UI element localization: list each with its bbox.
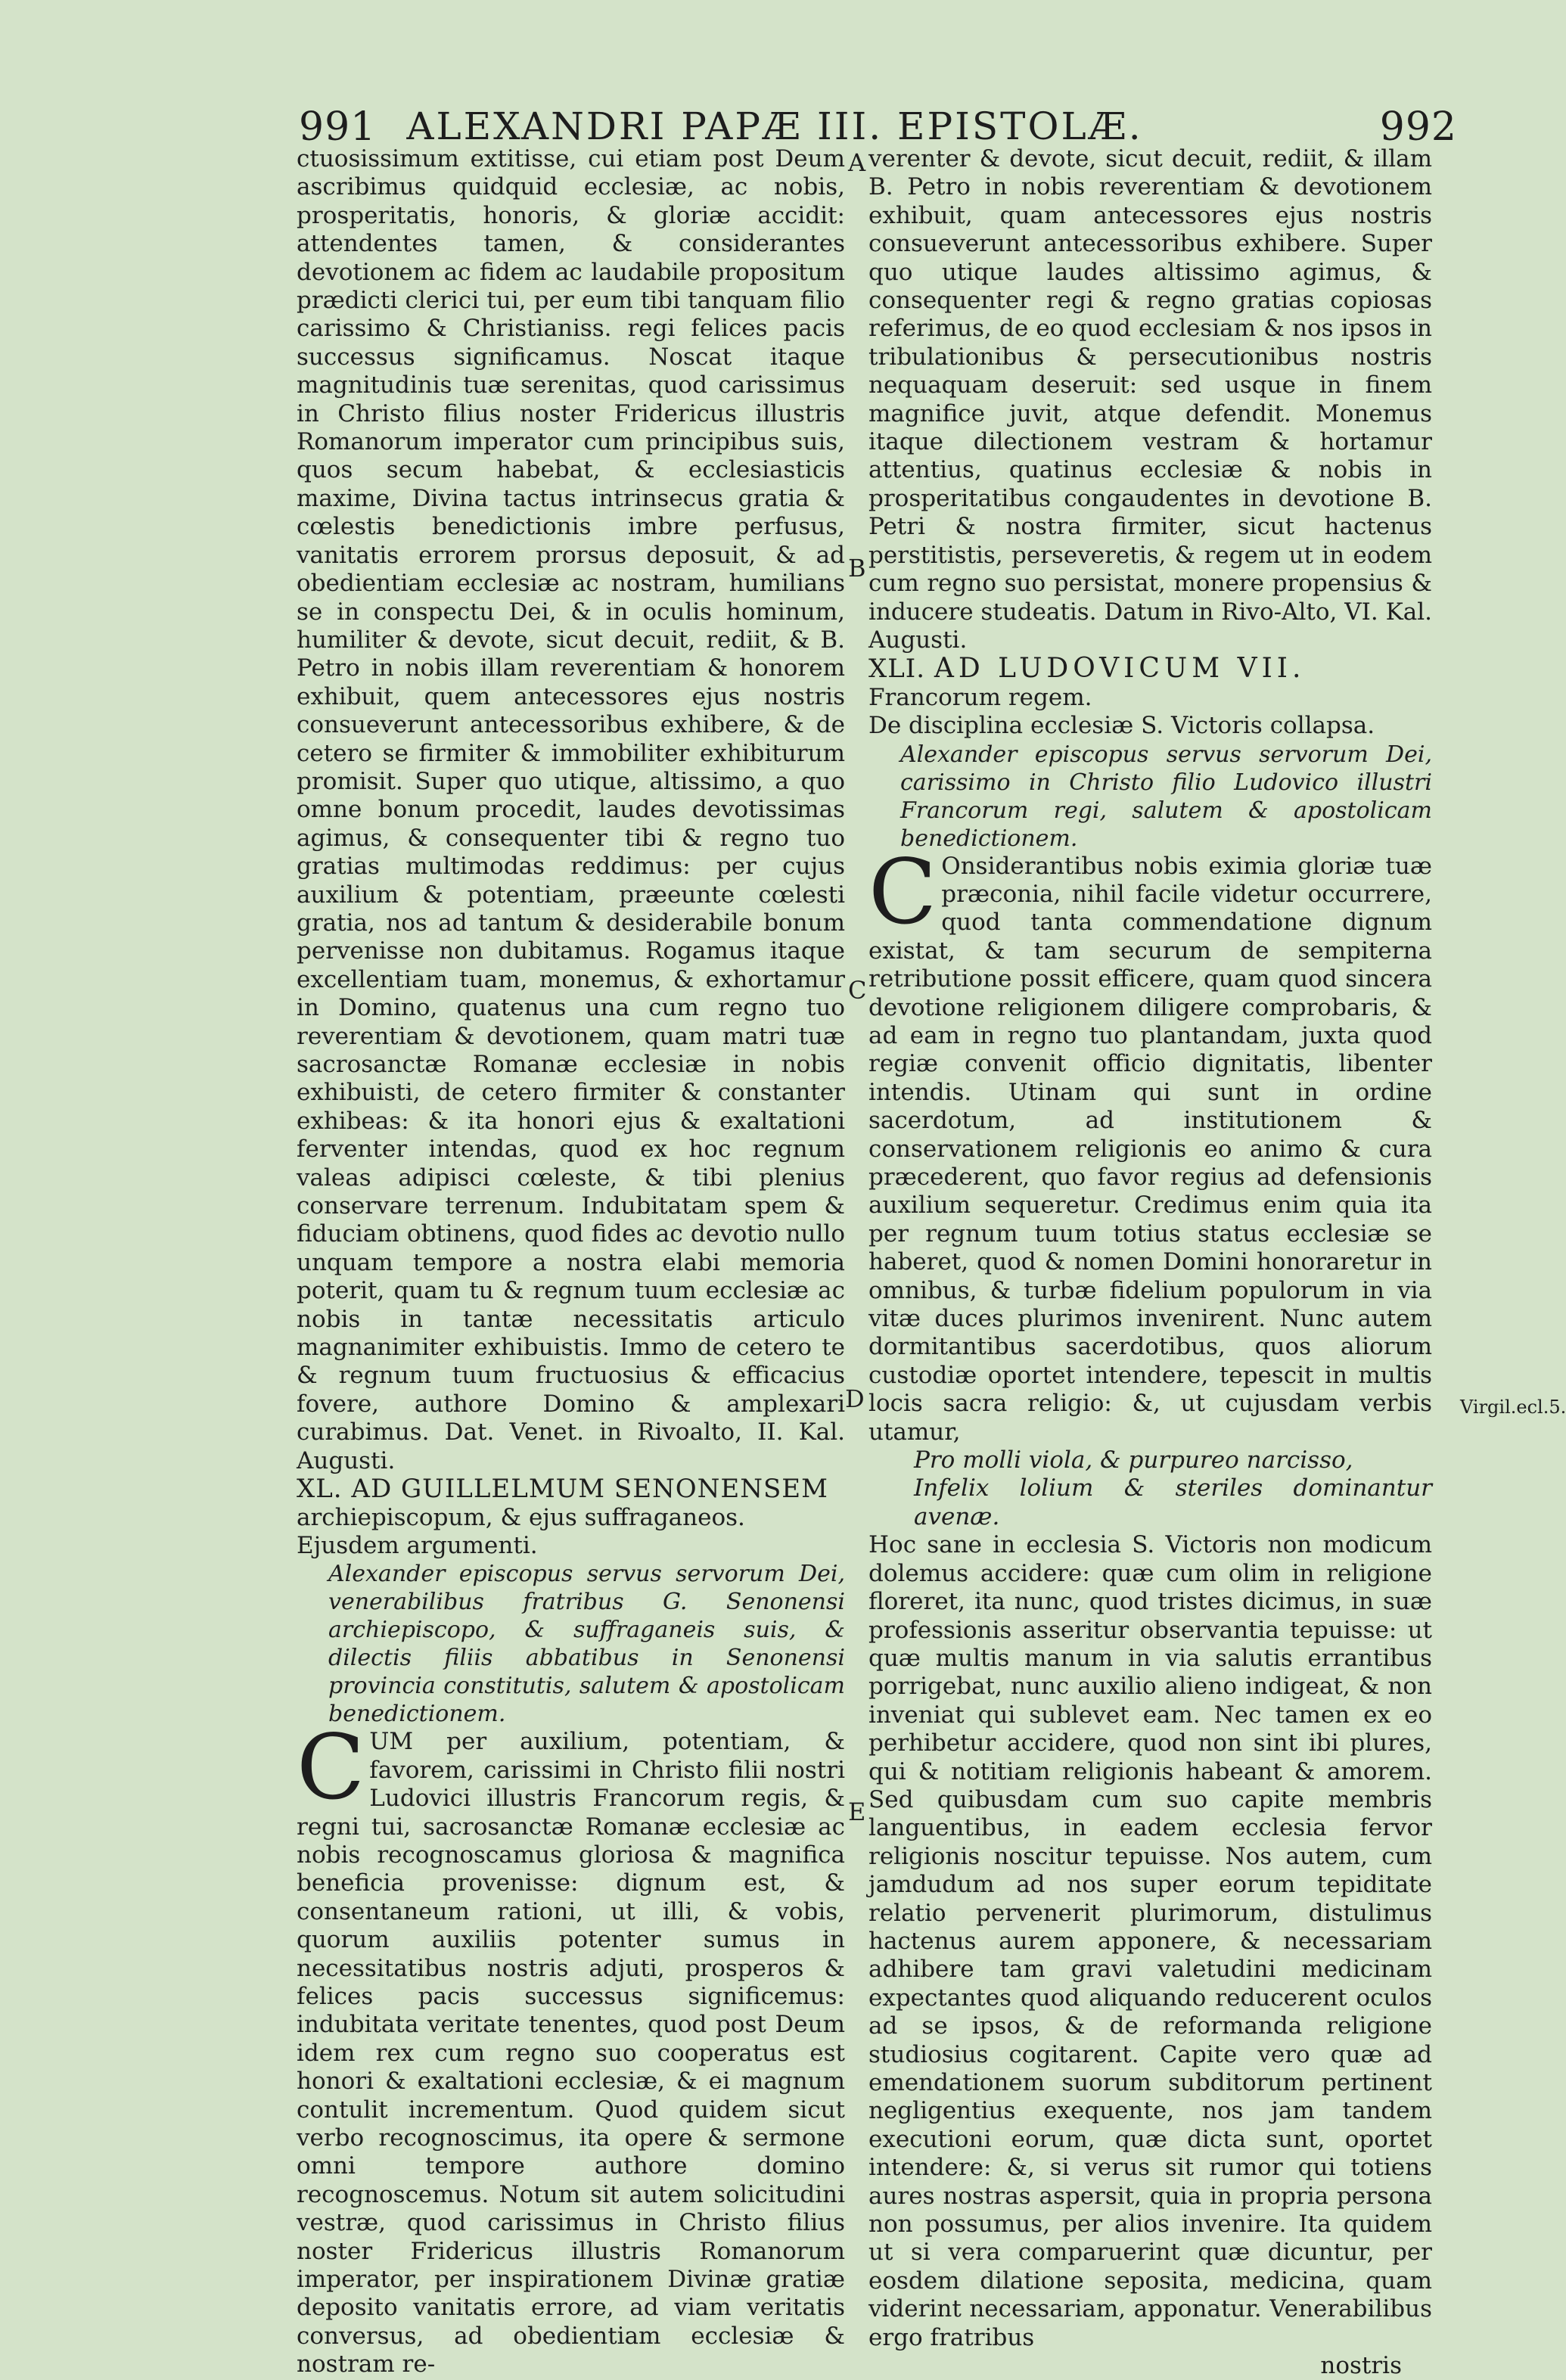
left-column bbox=[297, 145, 845, 2379]
margin-letter-c: C bbox=[848, 976, 867, 1005]
heading-letter-xli-title: AD LUDOVICUM VII. bbox=[934, 653, 1306, 685]
heading-letter-xli-sub: Francorum regem. bbox=[868, 683, 1092, 711]
letter-xli-text-continued: Hoc sane in ecclesia S. Victoris non modicum dolemus accidere: quæ cum olim in religione floreret, ita nunc, quod tristes dicimus, in suæ professionis asseritur observantia tepuisse: ut quæ multis manum in via salutis errantibus porrigebat, nunc auxilio alieno indigeat, & non inveniat qui sublevet eam. Nec tamen ex eo perhibetur accidere, quod non sint ibi plures, qui & notitiam religionis habeant & amorem. Sed quibusdam cum suo capite membris languentibus, in eadem ecclesia fervor religionis noscitur tepuisse. Nos autem, cum jamdudum ad nos super eorum tepiditate relatio pervenerit plurimorum, distulimus hactenus aurem apponere, & necessariam adhibere tam gravi valetudini medicinam expectantes quod aliquando reducerent oculos ad se ipsos, & de reformanda religione studiosius cogitarent. Capite vero quæ ad emendationem suorum subditorum pertinent negligentius exequente, nos jam tandem executioni eorum, quæ dicta sunt, oportet intendere: &, si verus sit rumor qui totiens aures nostras aspersit, quia in propria persona non possumus, per alios invenire. Ita quidem ut si vera comparuerint quæ dicuntur, per eosdem dilatione seposita, medicina, quam viderint necessariam, apponatur. Venerabilibus ergo fratribus bbox=[868, 1531, 1432, 2351]
argument-letter-xli: De disciplina ecclesiæ S. Victoris collapsa. bbox=[868, 712, 1375, 740]
letter-xl-continued-text: verenter & devote, sicut decuit, rediit, & illam B. Petro in nobis reverentiam & devotionem exhibuit, quam antecessores ejus nostris consueverunt antecessoribus exhibere. Super quo utique laudes altissimo agimus, & consequenter regi & regno gratias copiosas referimus, de eo quod ecclesiam & nos ipsos in tribulationibus & persecutionibus nostris nequaquam deseruit: sed usque in finem magnifice juvit, atque defendit. Monemus itaque dilectionem vestram & hortamur attentius, quatinus ecclesiæ & nobis in prosperitatibus congaudentes in devotione B. Petri & nostra firmiter, sicut hactenus perstitistis, perseveretis, & regem ut in eodem cum regno suo persistat, monere propensius & inducere studeatis. Datum in Rivo-Alto, VI. Kal. Augusti. bbox=[868, 145, 1432, 654]
verse-line-2: Infelix lolium & steriles dominantur avenæ. bbox=[914, 1474, 1432, 1530]
right-column bbox=[868, 145, 1432, 2380]
running-title: ALEXANDRI PAPÆ III. EPISTOLÆ. bbox=[406, 104, 1143, 148]
side-note-virgil: Virgil.ecl.5. bbox=[1460, 1397, 1566, 1418]
verse-line-1: Pro molli viola, & purpureo narcisso, bbox=[914, 1446, 1353, 1474]
heading-letter-xl: XL. AD GUILLELMUM SENONENSEM bbox=[297, 1474, 828, 1505]
salutation-letter-xli: Alexander episcopus servus servorum Dei, carissimo in Christo filio Ludovico illustri Francorum regi, salutem & apostolicam benedictionem. bbox=[900, 741, 1432, 852]
margin-letter-d: D bbox=[845, 1384, 865, 1413]
letter-xli-text: COnsiderantibus nobis eximia gloriæ tuæ præconia, nihil facile videtur occurrere, quod tanta commendatione dignum existat, & tam securum de sempiterna retributione possit efficere, quam quod sincera devotione religionem diligere comprobaris, & ad eam in regno tuo plantandam, juxta quod regiæ convenit officio dignitatis, libenter intendis. Utinam qui sunt in ordine sacerdotum, ad institutionem & conservationem religionis eo animo & cura præcederent, quo favor regius ad defensionis auxilium sequeretur. Credimus enim quia ita per regnum tuum totius status ecclesiæ se haberet, quod & nomen Domini honoraretur in omnibus, & turbæ fidelium populorum in via vitæ duces plurimos invenirent. Nunc autem dormitantibus sacerdotibus, quos aliorum custodiæ oportet intendere, tepescit in multis locis sacra religio: &, ut cujusdam verbis utamur, bbox=[868, 839, 1432, 1446]
heading-letter-xli bbox=[868, 654, 1432, 683]
margin-letter-a: A bbox=[848, 148, 866, 177]
letter-xxxix-text: ctuosissimum extitisse, cui etiam post Deum ascribimus quidquid ecclesiæ, ac nobis, prosperitatis, honoris, & gloriæ accidit: attendentes tamen, & considerantes devotionem ac fidem ac laudabile propositum prædicti clerici tui, per eum tibi tanquam filio carissimo & Christianiss. regi felices pacis successus significamus. Noscat itaque magnitudinis tuæ serenitas, quod carissimus in Christo filius noster Fridericus illustris Romanorum imperator cum principibus suis, quos secum habebat, & ecclesiasticis maxime, Divina tactus intrinsecus gratia & cœlestis benedictionis imbre perfusus, vanitatis errorem prorsus deposuit, & ad obedientiam ecclesiæ ac nostram, humilians se in conspectu Dei, & in oculis hominum, humiliter & devote, sicut decuit, rediit, & B. Petro in nobis illam reverentiam & honorem exhibuit, quem antecessores ejus nostris consueverunt antecessoribus exhibere, & de cetero se firmiter & immobiliter exhibiturum promisit. Super quo utique, altissimo, a quo omne bonum procedit, laudes devotissimas agimus, & consequenter tibi & regno tuo gratias multimodas reddimus: per cujus auxilium & potentiam, præeunte cœlesti gratia, nos ad tantum & desiderabile bonum pervenisse non dubitamus. Rogamus itaque excellentiam tuam, monemus, & exhortamur in Domino, quatenus una cum regno tuo reverentiam & devotionem, quam matri tuæ sacrosanctæ Romanæ ecclesiæ in nobis exhibuisti, de cetero firmiter & constanter exhibeas: & ita honori ejus & exaltationi ferventer intendas, quod ex hoc regnum valeas adipisci cœleste, & tibi plenius conservare terrenum. Indubitatam spem & fiduciam obtinens, quod fides ac devotio nullo unquam tempore a nostra elabi memoria poterit, quam tu & regnum tuum ecclesiæ ac nobis in tantæ necessitatis articulo magnanimiter exhibuistis. Immo de cetero te & regnum tuum fructuosius & efficacius fovere, authore Domino & amplexari curabimus. Dat. Venet. in Rivoalto, II. Kal. Augusti. bbox=[297, 145, 845, 1474]
page-number-left: 991 bbox=[299, 104, 377, 150]
letter-xl-text: CUM per auxilium, potentiam, & favorem, carissimi in Christo filii nostri Ludovici illustris Francorum regis, & regni tui, sacrosanctæ Romanæ ecclesiæ ac nobis recognoscamus gloriosa & magnifica beneficia provenisse: dignum est, & consentaneum rationi, ut illi, & vobis, quorum auxiliis potenter sumus in necessitatibus nostris adjuti, prosperos & felices pacis successus significemus: indubitata veritate tenentes, quod post Deum idem rex cum regno suo cooperatus est honori & exaltationi ecclesiæ, & ei magnum contulit incrementum. Quod quidem sicut verbo recognoscimus, ita opere & sermone omni tempore authore domino recognoscemus. Notum sit autem solicitudini vestræ, quod carissimus in Christo filius noster Fridericus illustris Romanorum imperator, per inspirationem Divinæ gratiæ deposito vanitatis errore, ad viam veritatis conversus, ad obedientiam ecclesiæ & nostram re- bbox=[297, 1715, 845, 2378]
margin-letter-b: B bbox=[848, 554, 866, 583]
argument-letter-xl: Ejusdem argumenti. bbox=[297, 1531, 538, 1559]
page-number-right: 992 bbox=[1379, 104, 1457, 150]
salutation-letter-xl: Alexander episcopus servus servorum Dei, venerabilibus fratribus G. Senonensi archiepiscopo, & suffraganeis suis, & dilectis filiis abbatibus in Senonensi provincia constitutis, salutem & apostolicam benedictionem. bbox=[328, 1561, 845, 1728]
catchword: nostris bbox=[1320, 2352, 1402, 2380]
heading-letter-xl-sub: archiepiscopum, & ejus suffraganeos. bbox=[297, 1503, 745, 1531]
heading-letter-xli-number: XLI. bbox=[868, 654, 926, 685]
margin-letter-e: E bbox=[848, 1797, 866, 1826]
